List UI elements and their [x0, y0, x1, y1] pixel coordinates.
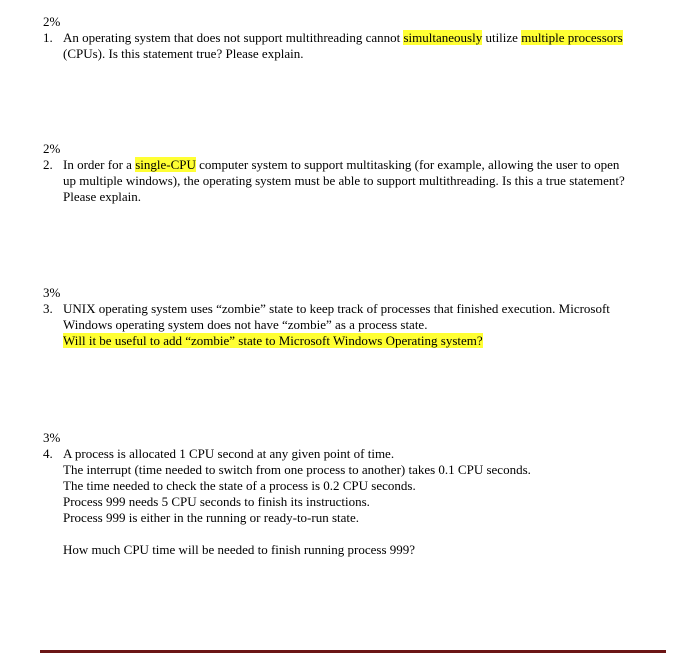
question-1-weight: 2%: [43, 14, 61, 29]
footer-divider: [40, 650, 666, 653]
question-4-line-2: The interrupt (time needed to switch from one process to another) takes 0.1 CPU seconds.: [63, 462, 531, 477]
question-3-weight: 3%: [43, 285, 61, 300]
question-1-number: 1.: [43, 30, 53, 45]
question-4-number: 4.: [43, 446, 53, 461]
question-2-weight: 2%: [43, 141, 61, 156]
question-3-line-3: [63, 333, 483, 349]
question-2-number: 2.: [43, 157, 53, 172]
question-2-line-3: Please explain.: [63, 189, 141, 204]
question-2-line-1: 2. In order for a single-CPU computer system to support multitasking (for example, allowing the user to open: [43, 157, 620, 172]
question-4-line-3: The time needed to check the state of a process is 0.2 CPU seconds.: [63, 478, 416, 493]
question-3-number: 3.: [43, 301, 53, 316]
highlight-zombie-question: Will it be useful to add “zombie” state to Microsoft Windows Operating system?: [63, 333, 483, 348]
highlight-simultaneously: simultaneously: [403, 30, 483, 45]
question-1-line-2: (CPUs). Is this statement true? Please explain.: [63, 46, 304, 61]
highlight-single-cpu: single-CPU: [135, 157, 196, 172]
question-4-line-6: How much CPU time will be needed to finish running process 999?: [63, 542, 416, 557]
question-2-line-2: up multiple windows), the operating system must be able to support multithreading. Is this a true statement?: [63, 173, 625, 188]
question-1-line-1: 1. An operating system that does not support multithreading cannot simultaneously utilize multiple processors: [43, 30, 623, 45]
question-3-line-1: 3. UNIX operating system uses “zombie” state to keep track of processes that finished execution. Microsoft: [43, 301, 610, 316]
question-4-weight: 3%: [43, 430, 61, 445]
question-4-line-4: Process 999 needs 5 CPU seconds to finish its instructions.: [63, 494, 370, 509]
question-4-line-5: Process 999 is either in the running or ready-to-run state.: [63, 510, 360, 525]
question-3-line-2: Windows operating system does not have “zombie” as a process state.: [63, 317, 428, 332]
question-4-line-1: 4. A process is allocated 1 CPU second at any given point of time.: [43, 446, 395, 461]
highlight-multiple-processors: multiple processors: [521, 30, 623, 45]
